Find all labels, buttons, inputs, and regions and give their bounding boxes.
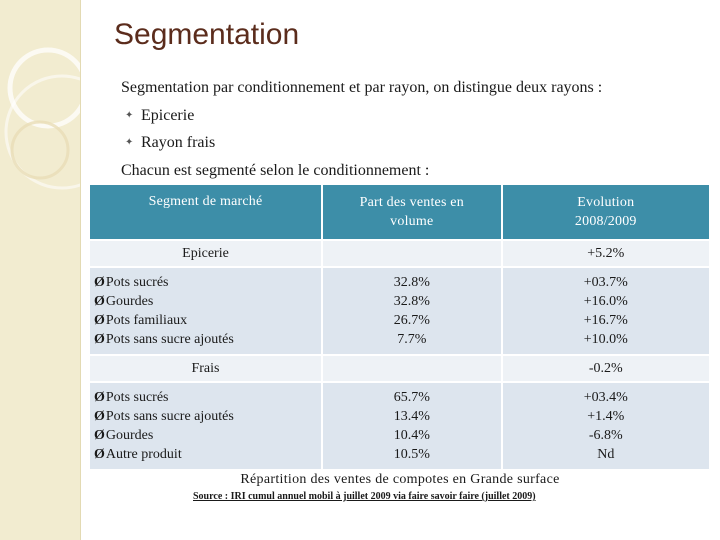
share-value: 32.8% (393, 275, 430, 290)
list-item (94, 273, 321, 292)
evolution-value: -6.8% (588, 428, 623, 443)
share-value: 32.8% (393, 294, 430, 309)
header-evolution (502, 185, 709, 240)
segment-label: Pots sans sucre ajoutés (105, 409, 234, 424)
list-item (94, 388, 321, 407)
group-share (322, 240, 502, 267)
evolution-value: +10.0% (583, 332, 628, 347)
arrow-bullet-icon: Ø (94, 332, 105, 347)
bullet-item-epicerie (125, 107, 194, 125)
table-header-row (90, 185, 709, 240)
list-item (94, 426, 321, 445)
evolution-list (502, 267, 709, 355)
list-item (94, 330, 321, 349)
arrow-bullet-icon: Ø (94, 313, 105, 328)
evolution-value: +03.4% (583, 390, 628, 405)
table-caption: Répartition des ventes de compotes en Grande surface (240, 472, 560, 487)
segment-label: Gourdes (105, 428, 154, 443)
intro-text: Segmentation par conditionnement et par rayon, on distingue deux rayons : (121, 79, 603, 96)
source-note: Source : IRI cumul annuel mobil à juillet 2009 via faire savoir faire (juillet 2009) (193, 491, 536, 502)
header-evolution-line2: 2008/2009 (574, 214, 637, 229)
share-value: 10.5% (393, 447, 430, 462)
segment-label: Pots sans sucre ajoutés (105, 332, 234, 347)
outro-text: Chacun est segmenté selon le conditionnement : (121, 162, 430, 179)
share-value: 13.4% (393, 409, 430, 424)
segmentation-table (90, 185, 709, 469)
group-row-epicerie (90, 240, 709, 267)
group-evolution: +5.2% (502, 240, 709, 267)
list-item (94, 311, 321, 330)
table-row (90, 382, 709, 469)
arrow-bullet-icon: Ø (94, 447, 105, 462)
decorative-side-band (0, 0, 81, 540)
arrow-bullet-icon: Ø (94, 275, 105, 290)
segment-list (90, 382, 322, 469)
group-label: Epicerie (90, 240, 322, 267)
evolution-value: +1.4% (587, 409, 625, 424)
header-segment: Segment de marché (90, 185, 322, 240)
evolution-value: +16.7% (583, 313, 628, 328)
share-list (322, 267, 502, 355)
bullet-marker-icon: ✦ (125, 137, 134, 148)
share-value: 65.7% (393, 390, 430, 405)
segment-label: Gourdes (105, 294, 154, 309)
evolution-value: +03.7% (583, 275, 628, 290)
segment-label: Pots sucrés (105, 390, 169, 405)
evolution-list (502, 382, 709, 469)
share-list (322, 382, 502, 469)
header-share-line2: volume (390, 214, 434, 229)
decorative-circles (0, 0, 80, 540)
bullet-label: Rayon frais (141, 134, 216, 151)
slide-title: Segmentation (114, 18, 300, 51)
evolution-value: +16.0% (583, 294, 628, 309)
arrow-bullet-icon: Ø (94, 428, 105, 443)
header-evolution-line1: Evolution (577, 195, 635, 210)
segment-label: Pots familiaux (105, 313, 188, 328)
bullet-item-rayon-frais (125, 134, 215, 152)
share-value: 7.7% (397, 332, 427, 347)
arrow-bullet-icon: Ø (94, 294, 105, 309)
header-share-line1: Part des ventes en (359, 195, 464, 210)
share-value: 10.4% (393, 428, 430, 443)
list-item (94, 292, 321, 311)
bullet-marker-icon: ✦ (125, 110, 134, 121)
bullet-label: Epicerie (141, 107, 195, 124)
share-value: 26.7% (393, 313, 430, 328)
arrow-bullet-icon: Ø (94, 390, 105, 405)
header-share (322, 185, 502, 240)
evolution-value: Nd (597, 447, 615, 462)
segment-label: Pots sucrés (105, 275, 169, 290)
list-item (94, 445, 321, 464)
table-row (90, 267, 709, 355)
group-row-frais (90, 355, 709, 382)
list-item (94, 407, 321, 426)
group-label: Frais (90, 355, 322, 382)
group-evolution: -0.2% (502, 355, 709, 382)
segment-label: Autre produit (105, 447, 182, 462)
segment-list (90, 267, 322, 355)
group-share (322, 355, 502, 382)
arrow-bullet-icon: Ø (94, 409, 105, 424)
